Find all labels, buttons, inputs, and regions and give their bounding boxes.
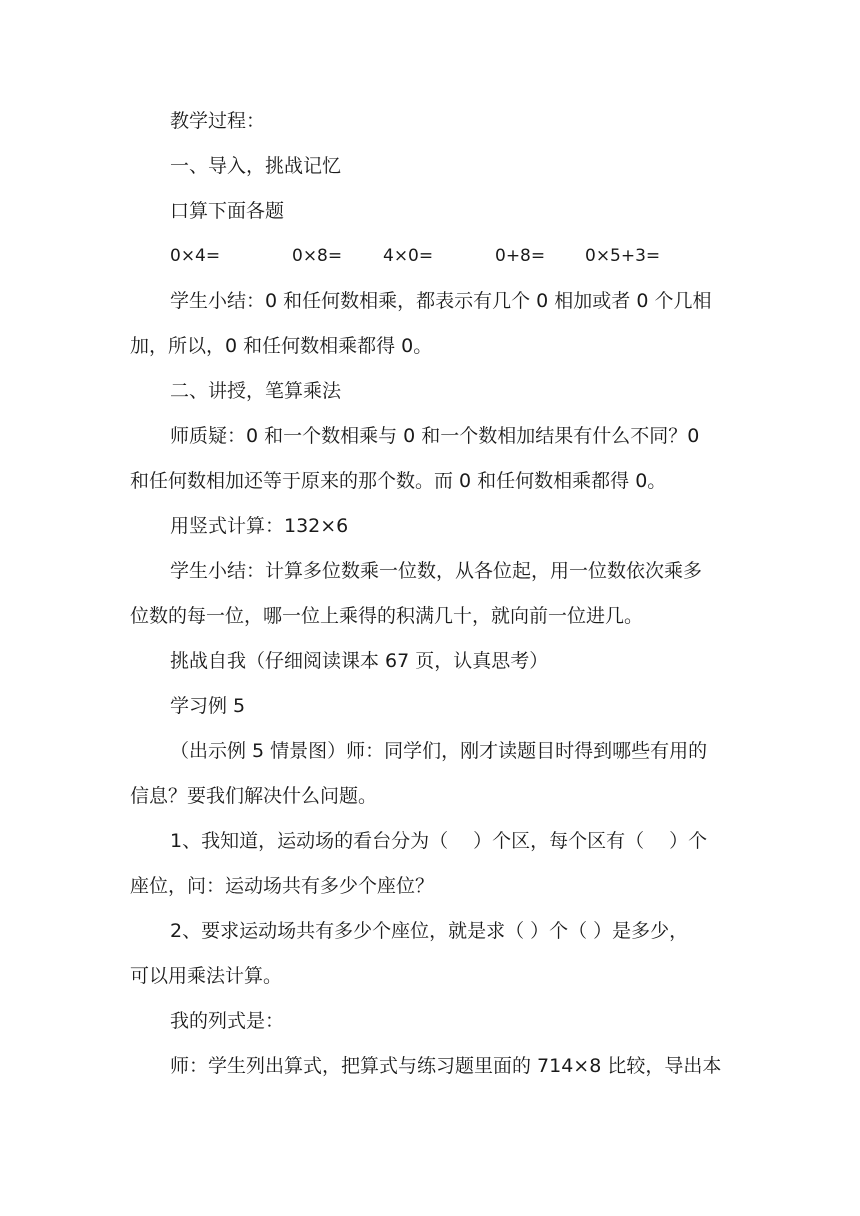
math-item: 0×8= <box>292 246 343 266</box>
teacher-last-line: 师：学生列出算式，把算式与练习题里面的 714×8 比较，导出本 <box>170 1055 722 1077</box>
teaching-process-heading: 教学过程： <box>170 110 266 132</box>
question-1-line-2: 座位，问：运动场共有多少个座位？ <box>130 875 435 897</box>
vertical-calc: 用竖式计算：132×6 <box>170 515 349 537</box>
example-intro-line-2: 信息？要我们解决什么问题。 <box>130 785 378 807</box>
math-item: 0×4= <box>170 246 221 266</box>
summary-2-line-2: 位数的每一位，哪一位上乘得的积满几十，就向前一位进几。 <box>130 605 644 627</box>
summary-1-line-1: 学生小结：0 和任何数相乘，都表示有几个 0 相加或者 0 个几相 <box>170 290 712 312</box>
my-formula-line: 我的列式是： <box>170 1010 285 1032</box>
teacher-question-line-2: 和任何数相加还等于原来的那个数。而 0 和任何数相乘都得 0。 <box>130 470 667 492</box>
challenge-line: 挑战自我（仔细阅读课本 67 页，认真思考） <box>170 650 549 672</box>
document-body <box>130 110 732 1100</box>
teacher-question-line-1: 师质疑：0 和一个数相乘与 0 和一个数相加结果有什么不同？0 <box>170 425 700 447</box>
math-item: 0+8= <box>495 246 546 266</box>
math-item: 0×5+3= <box>585 246 661 266</box>
section-2-title: 二、讲授，笔算乘法 <box>170 380 342 402</box>
summary-1-line-2: 加，所以，0 和任何数相乘都得 0。 <box>130 335 433 357</box>
section-1-title: 一、导入，挑战记忆 <box>170 155 342 177</box>
question-2-line-2: 可以用乘法计算。 <box>130 965 283 987</box>
example-title: 学习例 5 <box>170 695 246 717</box>
math-item: 4×0= <box>383 246 434 266</box>
mental-math-prompt: 口算下面各题 <box>170 200 285 222</box>
example-intro-line-1: （出示例 5 情景图）师：同学们，刚才读题目时得到哪些有用的 <box>170 740 708 762</box>
question-1-line-1: 1、我知道，运动场的看台分为（ ）个区，每个区有（ ）个 <box>170 830 708 852</box>
mental-math-row <box>130 245 732 268</box>
question-2-line-1: 2、要求运动场共有多少个座位，就是求（ ）个（ ）是多少， <box>170 920 689 942</box>
summary-2-line-1: 学生小结：计算多位数乘一位数，从各位起，用一位数依次乘多 <box>170 560 703 582</box>
